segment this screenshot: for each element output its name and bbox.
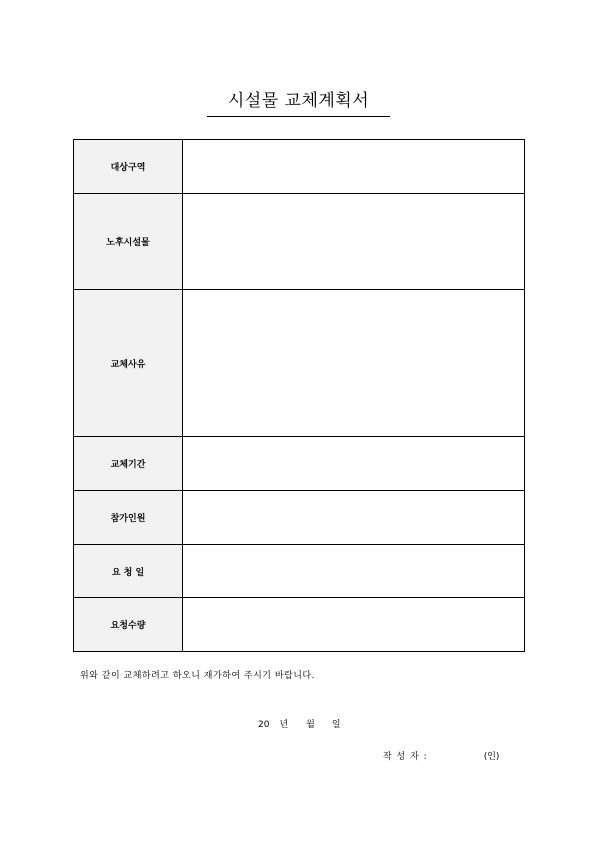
aged-facility-field[interactable] [183, 194, 525, 290]
author-label: 작 성 자 : [383, 752, 428, 762]
date-year-unit: 년 [279, 720, 289, 730]
row-label-replacement-period: 교체기간 [74, 437, 183, 491]
seal-mark: (인) [483, 752, 500, 762]
date-year-prefix: 20 [258, 720, 270, 730]
title-underline [207, 116, 390, 117]
table-row [74, 194, 525, 290]
request-quantity-field[interactable] [183, 598, 525, 652]
table-row [74, 140, 525, 194]
date-day-unit: 일 [331, 720, 341, 730]
approval-statement: 위와 같이 교체하려고 하오니 재가하여 주시기 바랍니다. [80, 671, 315, 681]
row-label-target-area: 대상구역 [74, 140, 183, 194]
table-row [74, 598, 525, 652]
participants-field[interactable] [183, 491, 525, 545]
table-row [74, 437, 525, 491]
table-row [74, 290, 525, 437]
replacement-period-field[interactable] [183, 437, 525, 491]
row-label-request-quantity: 요청수량 [74, 598, 183, 652]
row-label-replacement-reason: 교체사유 [74, 290, 183, 437]
row-label-aged-facility: 노후시설물 [74, 194, 183, 290]
request-date-field[interactable] [183, 545, 525, 598]
table-row [74, 545, 525, 598]
author-line [383, 749, 499, 762]
document-title: 시설물 교체계획서 [227, 91, 370, 111]
form-table [73, 139, 525, 652]
date-month-unit: 월 [306, 720, 315, 730]
table-row [74, 491, 525, 545]
row-label-participants: 참가인원 [74, 491, 183, 545]
target-area-field[interactable] [183, 140, 525, 194]
replacement-reason-field[interactable] [183, 290, 525, 437]
date-line [258, 717, 341, 730]
row-label-request-date: 요 청 일 [74, 545, 183, 598]
